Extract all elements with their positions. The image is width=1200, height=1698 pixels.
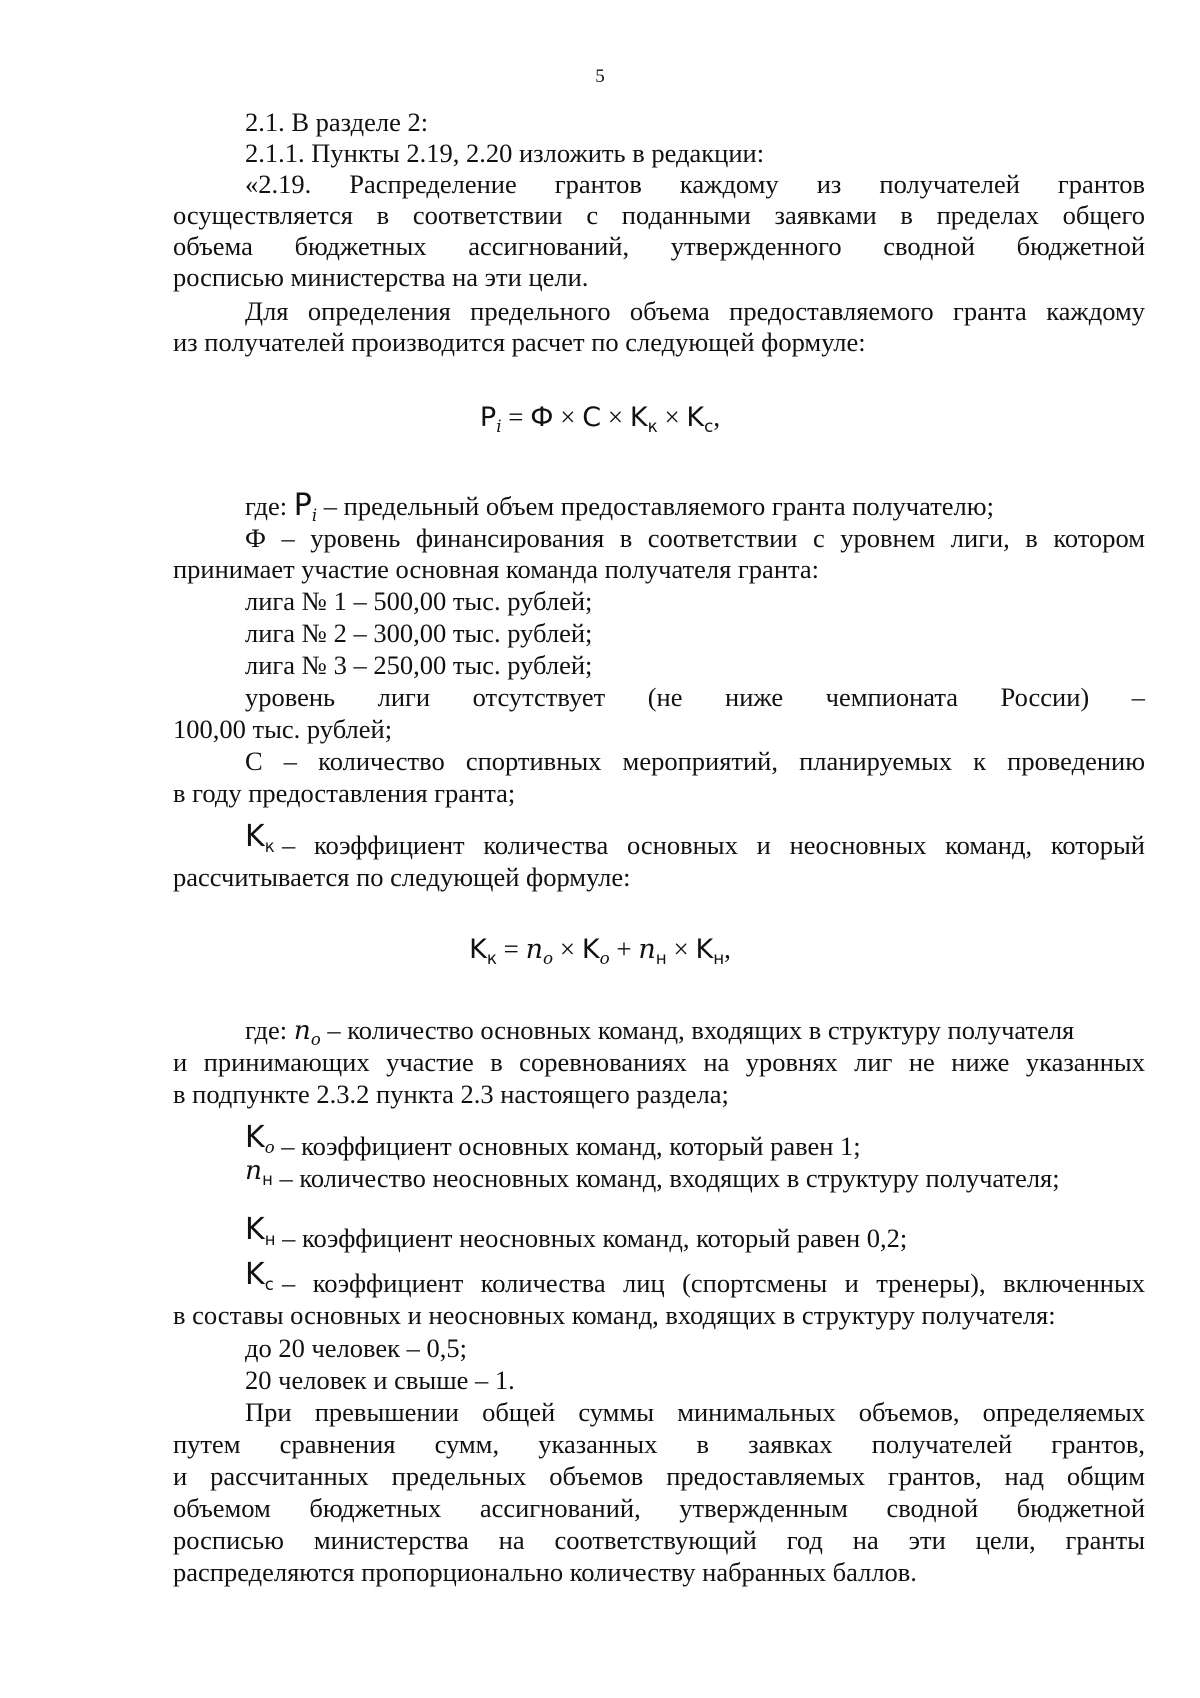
formula-grant: $P_i = Ф \times C \times K_к \times K_с$, xyxy=(479,402,721,436)
text-line: $K_o$ – коэффициент основных команд, который равен 1; xyxy=(245,1120,861,1161)
text-line: $K_н$ – коэффициент неосновных команд, который равен 0,2; xyxy=(245,1212,908,1253)
text-line: до 20 человек – 0,5; xyxy=(245,1333,468,1363)
text-line: в составы основных и неосновных команд, входящих в структуру получателя: xyxy=(173,1300,1056,1330)
text-line: осуществляется в соответствии с поданными заявками в пределах общего xyxy=(173,200,1145,230)
text-line: в году предоставления гранта; xyxy=(173,778,516,808)
text-line: где: $n_o$ – количество основных команд, входящих в структуру получателя xyxy=(245,1015,1075,1049)
text-line: объемом бюджетных ассигнований, утвержденным сводной бюджетной xyxy=(173,1493,1145,1523)
text-line: Для определения предельного объема предоставляемого гранта каждому xyxy=(245,296,1145,326)
page-number: 5 xyxy=(595,66,605,87)
text-line: из получателей производится расчет по следующей формуле: xyxy=(173,327,866,357)
text-line: путем сравнения сумм, указанных в заявках получателей грантов, xyxy=(173,1429,1145,1459)
text-line: и рассчитанных предельных объемов предоставляемых грантов, над общим xyxy=(173,1461,1145,1491)
text-line: 2.1.1. Пункты 2.19, 2.20 изложить в редакции: xyxy=(245,138,765,168)
text-line: где: $P_i$ – предельный объем предоставляемого гранта получателю; xyxy=(245,488,994,525)
text-line: принимает участие основная команда получателя гранта: xyxy=(173,554,820,584)
text-line: лига № 3 – 250,00 тыс. рублей; xyxy=(245,650,593,680)
text-line: уровень лиги отсутствует (не ниже чемпионата России) – xyxy=(245,682,1145,712)
text-line: С – количество спортивных мероприятий, планируемых к проведению xyxy=(245,746,1145,776)
text-line: распределяются пропорционально количеству набранных баллов. xyxy=(173,1557,917,1587)
text-line: в подпункте 2.3.2 пункта 2.3 настоящего раздела; xyxy=(173,1079,729,1109)
text-line: росписью министерства на соответствующий год на эти цели, гранты xyxy=(173,1525,1145,1555)
formula-symbol: P xyxy=(479,402,497,433)
text-line: $n_н$ – количество неосновных команд, входящих в структуру получателя; xyxy=(245,1155,1060,1193)
formula-coefficient: $K_к = n_o \times K_o + n_н \times K_н$, xyxy=(469,934,731,968)
document-page: 5 2.1. В разделе 2: 2.1.1. Пункты 2.19, 2.20 изложить в редакции: «2.19. Распределение грантов каждому из получателей грантов осуществляется в соответствии с поданными заявками в пределах общего объема бюджетных ассигнований, утвержденного сводной бюджетной росписью министерства на эти цели. Для определения предельного объема предоставляемого гранта каждому из получателей производится расчет по следующей формуле: $P_i = Ф \times C \times K_к \times K_с$, где: $P_i$ – предельный объем предоставляемого гранта получателю; Ф – уровень финансирования в соответствии с уровнем лиги, в котором принимает участие основная команда получателя гранта: лига № 1 – 500,00 тыс. рублей; лига № 2 – 300,00 тыс. рублей; лига № 3 – 250,00 тыс. рублей; уровень лиги отсутствует (не ниже чемпионата России) – 100,00 тыс. рублей; С – количество спортивных мероприятий, планируемых к проведению в году предоставления гранта; $K_к$ – коэффициент количества основных и неосновных команд, который рассчитывается по следующей формуле: $K_к = n_o \times K_o + n_н \times K_н$, где: $n_o$ – количество основных команд, входящих в структуру получателя и принимающих участие в соревнованиях на уровнях лиг не ниже указанных в подпункте 2.3.2 пункта 2.3 настоящего раздела; $K_o$ – коэффициент основных команд, который равен 1; $n_н$ – количество неосновных команд, входящих в структуру получателя; $K_н$ – коэффициент неосновных команд, который равен 0,2; $K_с$ – коэффициент количества лиц (спортсмены и тренеры), включенных в составы основных и неосновных команд, входящих в структуру получателя: до 20 человек – 0,5; 20 человек и свыше – 1. При превышении общей суммы минимальных объемов, определяемых путем сравнения сумм, указанных в заявках получателей грантов, и рассчитанных предельных объемов предоставляемых грантов, над общим объемом бюджетных ассигнований, утвержденным сводной бюджетной росписью министерства на соответствующий год на эти цели, гранты распределяются пропорционально количеству набранных баллов. xyxy=(0,0,1200,1698)
text-line: лига № 2 – 300,00 тыс. рублей; xyxy=(245,618,593,648)
text-line: При превышении общей суммы минимальных объемов, определяемых xyxy=(245,1397,1145,1427)
text-line: Ф – уровень финансирования в соответствии с уровнем лиги, в котором xyxy=(245,523,1145,553)
text-line: 100,00 тыс. рублей; xyxy=(173,714,393,744)
text-line: рассчитывается по следующей формуле: xyxy=(173,862,631,892)
text-line: лига № 1 – 500,00 тыс. рублей; xyxy=(245,586,593,616)
text-line: объема бюджетных ассигнований, утвержденного сводной бюджетной xyxy=(173,231,1145,261)
text-line: росписью министерства на эти цели. xyxy=(173,262,589,292)
text-line: 20 человек и свыше – 1. xyxy=(245,1365,515,1395)
text-line: «2.19. Распределение грантов каждому из получателей грантов xyxy=(245,169,1145,199)
text-line: и принимающих участие в соревнованиях на уровнях лиг не ниже указанных xyxy=(173,1047,1145,1077)
text-line: 2.1. В разделе 2: xyxy=(245,107,429,137)
